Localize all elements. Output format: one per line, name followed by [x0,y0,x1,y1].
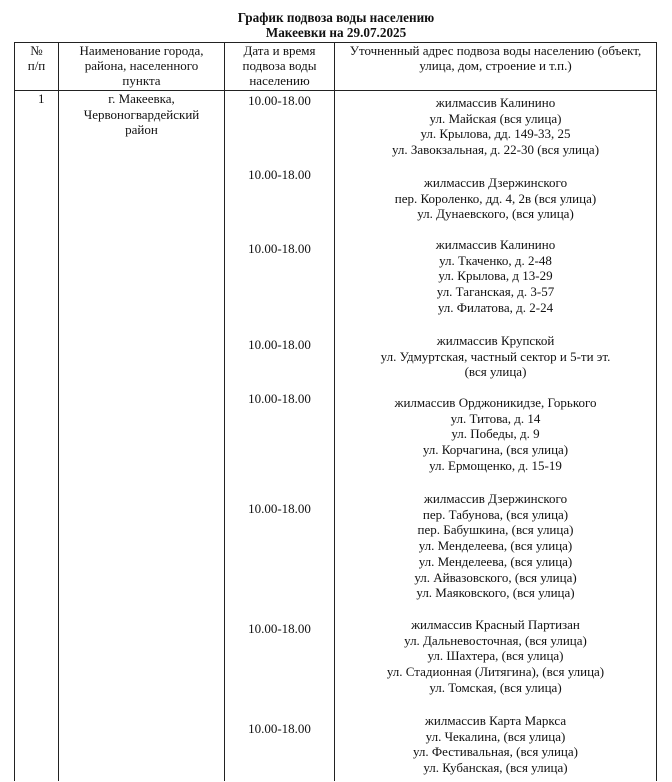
address-street: ул. Крылова, д 13-29 [438,268,553,284]
delivery-time: 10.00-18.00 [248,501,311,516]
row-addresses [335,91,657,782]
address-street: ул. Чекалина, (вся улица) [425,728,566,744]
delivery-time: 10.00-18.00 [248,167,311,182]
address-block [335,395,656,474]
address-district: жилмассив Карта Маркса [424,713,567,728]
address-street: ул. Стадионная (Литягина), (вся улица) [386,664,605,680]
table-header-row [15,43,657,91]
delivery-time: 10.00-18.00 [248,93,311,108]
delivery-time: 10.00-18.00 [248,721,311,736]
header-num: № п/п [15,43,59,91]
header-city: Наименование города, района, населенного пункта [59,43,225,91]
delivery-time: 10.00-18.00 [248,337,311,352]
delivery-time: 10.00-18.00 [248,621,311,636]
address-street: ул. Дунаевского, (вся улица) [417,206,574,222]
address-street: пер. Короленко, дд. 4, 2в (вся улица) [394,190,597,206]
title-line-1: График подвоза воды населению [237,10,435,25]
address-district: жилмассив Калинино [435,95,556,110]
row-city: г. Макеевка, Червоногвардейский район [59,91,225,782]
address-block [335,237,656,316]
address-district: жилмассив Дзержинского [423,175,568,190]
address-street: ул. Кубанская, (вся улица) [423,760,568,776]
address-street: ул. Менделеева, (вся улица) [418,538,573,554]
address-street: ул. Корчагина, (вся улица) [422,442,569,458]
address-block [335,713,656,776]
address-street: ул. Шахтера, (вся улица) [427,648,564,664]
address-street: ул. Дальневосточная, (вся улица) [404,632,587,648]
address-street: (вся улица) [464,364,527,380]
delivery-time: 10.00-18.00 [248,391,311,406]
address-block [335,617,656,696]
address-district: жилмассив Орджоникидзе, Горького [394,395,597,410]
address-street: ул. Ермощенко, д. 15-19 [429,457,562,473]
schedule-table [14,42,657,781]
address-street: ул. Ткаченко, д. 2-48 [439,252,552,268]
address-block [335,175,656,222]
address-block [335,491,656,601]
delivery-time: 10.00-18.00 [248,241,311,256]
document-title [0,10,672,40]
row-times [225,91,335,782]
address-block [335,95,656,158]
address-street: ул. Фестивальная, (вся улица) [413,744,578,760]
address-street: пер. Бабушкина, (вся улица) [417,522,574,538]
address-street: ул. Завокзальная, д. 22-30 (вся улица) [391,142,600,158]
header-time: Дата и время подвоза воды населению [225,43,335,91]
address-street: ул. Майская (вся улица) [429,110,562,126]
address-street: ул. Победы, д. 9 [451,426,540,442]
address-street: ул. Томская, (вся улица) [429,679,562,695]
table-row [15,91,657,782]
address-district: жилмассив Красный Партизан [411,617,580,632]
row-num: 1 [15,91,59,782]
address-district: жилмассив Калинино [435,237,556,252]
address-district: жилмассив Дзержинского [423,491,568,506]
address-street: ул. Таганская, д. 3-57 [436,284,555,300]
address-street: ул. Титова, д. 14 [450,410,541,426]
address-street: ул. Крылова, дд. 149-33, 25 [420,126,571,142]
address-block [335,333,656,380]
address-street: пер. Табунова, (вся улица) [422,506,569,522]
address-street: ул. Айвазовского, (вся улица) [414,569,577,585]
address-street: ул. Удмуртская, частный сектор и 5-ти эт. [380,348,611,364]
header-address: Уточненный адрес подвоза воды населению (объект, улица, дом, строение и т.п.) [335,43,657,91]
address-street: ул. Менделеева, (вся улица) [418,553,573,569]
address-street: ул. Маяковского, (вся улица) [416,585,575,601]
title-line-2: Макеевки на 29.07.2025 [265,25,407,40]
address-district: жилмассив Крупской [436,333,555,348]
address-street: ул. Филатова, д. 2-24 [437,299,554,315]
